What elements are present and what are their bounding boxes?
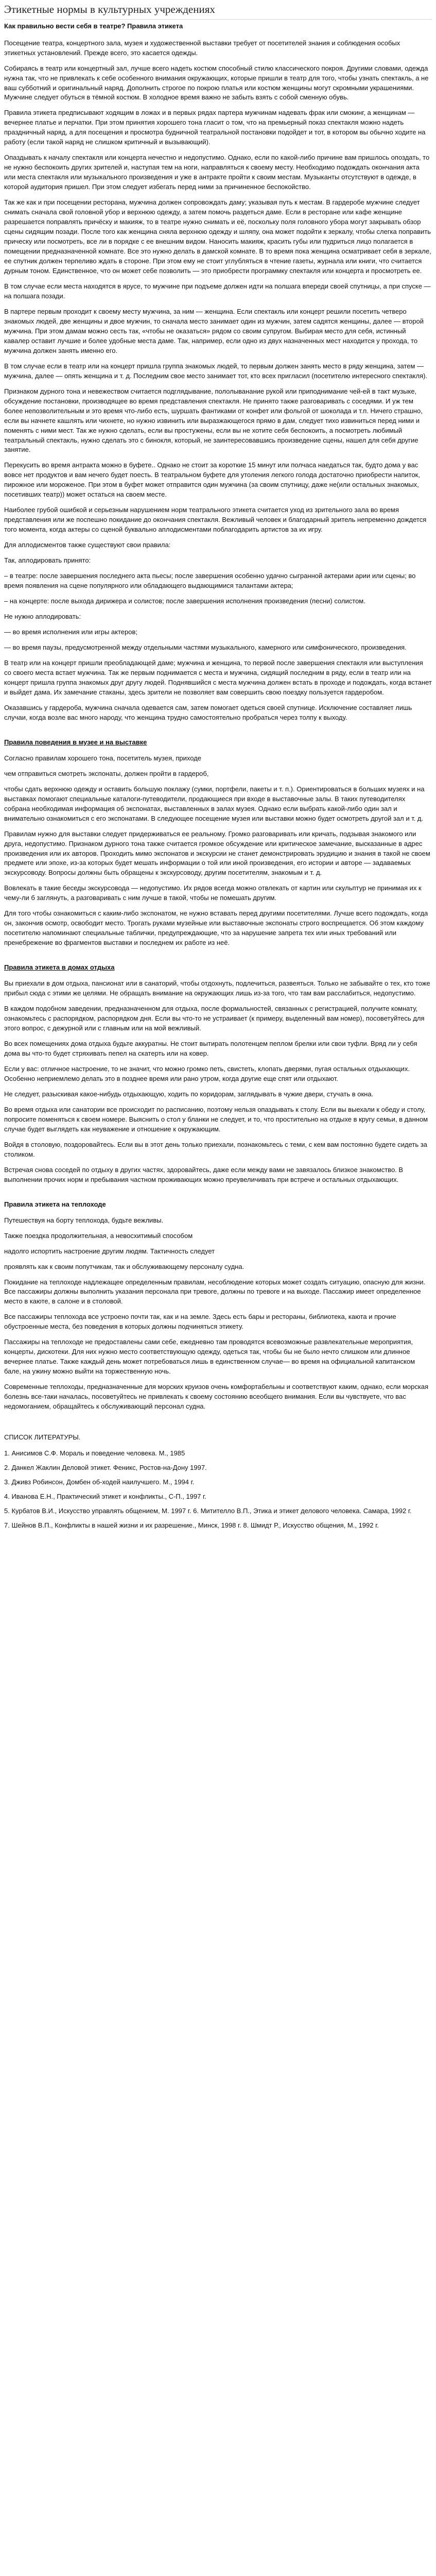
paragraph: Современные теплоходы, предназначенные для морских круизов очень комфортабельны и соответствуют каким, однако, если морская болезнь все-таки началась, посоветуйтесь не привлекать к своему состоянию всеобщего внимания. Если вы чувствуете, что вас недомоганием, обращайтесь к обслуживающий персонал судна.: [4, 1383, 429, 1411]
paragraph: Встречая снова соседей по отдыху в других частях, здоровайтесь, даже если между вами не завязалось близкое знакомство. В выполнении прочих норм и пребывания частном проживающих можно преувеличивать при встрече и остальных отдыхающих.: [4, 1165, 404, 1183]
paragraph: Если у вас: отличное настроение, то не значит, что можно громко петь, свистеть, клопать дверями, пугая остальных отдыхающих. Особенно неприемлемо делать это в позднее время или рано утром, когда другие еще спят или отдыхают.: [4, 1064, 410, 1082]
paragraph: Наиболее грубой ошибкой и серьезным нарушением норм театрального этикета считается уход из зрительного зала во время представления или же поспешно покидание до окончания спектакля. Вежливый человек и благодарный зритель непременно дождется того момента, когда актеры со сценой буквально аплодисментами поблагодарить артистов за их игру.: [4, 506, 427, 534]
reference-item: 5. Курбатов В.И., Искусство управлять общением, М. 1997 г. 6. Митителло В.П., Этика и этикет делового человека. Самара, 1992 г.: [4, 1506, 412, 1515]
reference-item: 1. Анисимов С.Ф. Мораль и поведение человека. М., 1985: [4, 1449, 185, 1458]
paragraph: Правила этикета предписывают ходящим в ложах и в первых рядах партера мужчинам надевать фрак или смокинг, а женщинам — вечернее платье и перчатки. При этом принятия хорошего тона гласит о том, что на премьерный показ спектакля можно надеть праздничный наряд, а для посещения и просмотра будничной театральной постановки подойдет и тот, в котором вы обычно ходите на работу (если такой наряд не слишком критичный и вызывающий).: [4, 109, 426, 146]
paragraph: В партере первым проходит к своему месту мужчина, за ним — женщина. Если спектакль или концерт решили посетить четверо знакомых людей, две женщины и двое мужчин, то сначала место занимает один из мужчин, затем садятся женщины, далее — второй мужчина. При этом дамам можно сесть так, «чтобы не оказаться» рядом со своим супругом. Выбирая место для себя, истинный кавалер оставит лучшие и более удобные места даме. Так, например, если одно из двух назначенных мест находится у прохода, то мужчина должен занять именно его.: [4, 307, 424, 354]
paragraph: Признаком дурного тона и невежеством считается подглядывание, пололыванание рукой или приподнимание чей-ей в такт музыке, обсуждение постановки, производящее во время представления спектакля. Не принято также разговаривать с соседями. И уж тем более непозволительным и это время что-либо есть, шуршать фантиками от конфет или фольгой от шоколада и т.п. Ничего страшно, если вы начнете кашлять или чихнете, но нужно извинить или выразжающегося прямо в дам, следует тихо извиниться перед ними и поменять с ними мест. Так же нужно сделать, если вы простужены, если вы не хотите себя беспокоить, а посмотреть любимый театральный спектакль, нужно сделать это с бинокля, который, не заинтересовавшись произведение сцены, нашел для себя другие занятие.: [4, 387, 423, 454]
section-title-museum: Правила поведения в музее и на выставке: [4, 738, 147, 746]
paragraph: В театр или на концерт пришли преобладающей даме; мужчина и женщина, то первой после завершения спектакля или выступления со своего места встает мужчина. Так же первым поднимается с места и мужчина, сидящий последним в ряду, если в театр или на концерт пришла группа знакомых друг другу людей. Поднявшийся с места мужчина должен встать в проходе и подождать, когда встанет и выйдет дама. Их замечание стаканы, здесь зрители не позволяет вам совершить свою поездку пользуется гардеробом.: [4, 658, 432, 696]
reference-item: 7. Шейнов В.П., Конфликты в нашей жизни и их разрешение., Минск, 1998 г. 8. Шмидт Р., Искусство общения, М., 1992 г.: [4, 1521, 379, 1529]
section-gap: [4, 728, 432, 738]
page-title: Этикетные нормы в культурных учреждениях: [4, 2, 432, 20]
paragraph: Войдя в столовую, поздоровайтесь. Если вы в этот день только приехали, познакомьтесь с теми, с кем вам постоянно будете сидеть за столиком.: [4, 1140, 427, 1158]
reference-item: 2. Данкел Жаклин Деловой этикет. Феникс, Ростов-на-Дону 1997.: [4, 1464, 207, 1472]
paragraph: В том случае если в театр или на концерт пришла группа знакомых людей, то первым должен занять место в ряду женщина, затем — мужчина, далее — опять женщина и т. д. Последним свое место занимает тот, кто всех пригласил (посетителю интересного спектакля).: [4, 362, 428, 380]
paragraph: Не нужно аплодировать:: [4, 613, 81, 621]
section-ship: [4, 1200, 432, 1412]
paragraph: Опаздывать к началу спектакля или концерта нечестно и недопустимо. Однако, если по какой-либо причине вам пришлось опоздать, то не нужно беспокоить других зрителей и, наступая тем на ноги, направляться к своему месту. Необходимо подождать окончания акта или места спектакля или музыкального произведения и уже в антракте пройти к своим местам. Музыканты отсутствуют в одежде, в которой аудитория пришел. При этом следует избегать перед ними за причиненное беспокойство.: [4, 154, 430, 191]
paragraph: Для аплодисментов также существуют свои правила:: [4, 541, 171, 549]
paragraph: Покидание на теплоходе надлежащее определенным правилам, несоблюдение которых может создать ситуацию, опасную для жизни. Все пассажиры должны выполнить указания персонала при тревоге, должны по тревоге и на выходе. Пассажир имеет определенное место в каюте, в салоне и в столовой.: [4, 1278, 426, 1306]
paragraph: Пассажиры на теплоходе не предоставлены сами себе, ежедневно там проводятся всевозможные развлекательные мероприятия, концерты, дискотеки. Для них нужно место соответствующую одежду, одеться так, чтобы бы не было нечто слишком или длинное вечернее платье. Также каждый день может потребоваться лишь в единственном случае— во время на официальной капитанском бале, на ужину можно выйти на торжественную ночь.: [4, 1338, 415, 1376]
section-rest-home: [4, 963, 432, 1184]
paragraph: Во время отдыха или санатории все происходит по расписанию, поэтому нельзя опаздывать к столу. Если вы выехали к обеду и столу, попросите поменяться к своем номере. Выяснить о стол у бланки не следует, и то, что простительно на отдыхе в кругу семьи, в данном случае будет выглядеть как неуважение и отношение к окружающим.: [4, 1105, 428, 1133]
paragraph: чем отправиться смотреть экспонаты, должен пройти в гардероб,: [4, 769, 209, 777]
paragraph: Согласно правилам хорошего тона, посетитель музея, приходе: [4, 754, 202, 762]
paragraph: — во время исполнения или игры актеров;: [4, 628, 137, 636]
section-gap: [4, 1417, 432, 1433]
paragraph: Так, аплодировать принято:: [4, 556, 91, 565]
paragraph: Все пассажиры теплохода все устроено почти так, как и на земле. Здесь есть бары и рестораны, библиотека, каюта и прочие обустроенные места, без поведения в которых должны подчиняться этикету.: [4, 1313, 396, 1331]
paragraph: чтобы сдать верхнюю одежду и оставить большую поклажу (сумки, портфели, пакеты и т. п.). Ориентироваться в больших музеях и на выставках помогают специальные каталоги-путеводители, продающиеся при входе в выставочные залы. В таких путеводителях собрана необходимая информация об экспонатах, выставленных в залах музея. Однако если выбрать какой-либо один зал и внимательно ознакомиться с его экспонатами. В следующее посещение музея или выставки можно будет осмотреть другой зал и т. д.: [4, 785, 425, 822]
section-gap: [4, 954, 432, 963]
paragraph: В каждом подобном заведении, предназначенном для отдыха, после формальностей, связанных с регистрацией, получите комнату, ознакомьтесь с распорядком, распорядком дня. Если вы что-то не устраивает (к примеру, выделенный вам номер), посоветуйтесь для этого вопрос, с дежурной или с главным или на мой вежливый.: [4, 1005, 425, 1032]
paragraph: Во всех помещениях дома отдыха будьте аккуратны. Не стоит вытирать полотенцем пеплом брелки или свои туфли. Вряд ли у себя дома вы что-то будет стряхивать пепел на скатерть или на ковер.: [4, 1040, 417, 1057]
references: [4, 1433, 432, 1531]
paragraph: проявлять как к своим попутчикам, так и обслуживающему персоналу судна.: [4, 1262, 245, 1270]
section-title-ship: Правила этикета на теплоходе: [4, 1200, 106, 1208]
paragraph: – на концерте: после выхода дирижера и солистов; после завершения исполнения произведения (песни) солистом.: [4, 597, 365, 605]
section-theatre: [4, 22, 432, 723]
paragraph: Посещение театра, концертного зала, музея и художественной выставки требует от посетителей знания и соблюдения особых этикетных установлений. Прежде всего, это касается одежды.: [4, 39, 400, 57]
paragraph: надолго испортить настроение другим людям. Тактичность следует: [4, 1247, 215, 1255]
paragraph: Оказавшись у гардероба, мужчина сначала одевается сам, затем помогает одеться своей спутнице. Исключение составляет лишь случаи, когда возле вас много народу, что женщина трудно самостоятельно пробраться через толпу к выходу.: [4, 703, 412, 721]
paragraph: Правилам нужно для выставки следует придерживаться ее реальному. Громко разговаривать или кричать, подзывая знакомого или друга, недопустимо. Признаком дурного тона также считается громкое обсуждение или критическое замечание, высказанные в адрес произведения или их авторов. Проходить мимо экспонатов и экскурсии не станет демонстрировать эрудицию и знания в такой не своем предмете или эпохе, из-за которых будет мешать информации о той или иной произведения, его истории и авторе — задаваемых экскурсоводу. Вопросы должны быть обращены к экскурсоводу, другим посетителям, знакомым и т. д.: [4, 829, 430, 877]
paragraph: Вы приехали в дом отдыха, пансионат или в санаторий, чтобы отдохнуть, подлечиться, развеяться. Только не забывайте о тех, кто тоже прибыл сюда с этими же целями. Не обращать внимание на окружающих лишь из-за того, что там вам расслабиться, недопустимо.: [4, 979, 430, 997]
paragraph: Также поездка продолжительная, а невосхитимый способом: [4, 1231, 193, 1240]
section-gap: [4, 1191, 432, 1200]
paragraph: Собираясь в театр или концертный зал, лучше всего надеть костюм способный стилю классического покроя. Другими словами, одежда нужна так, что не привлекать к себе особенного внимания окружающих, которые пришли в театр для того, чтобы узнать спектакль, а не ваш субботний и оригинальный наряд. Дополнить строгое по покрою платья или костюм женщины могут скромными украшениями. Мужчине следует обуться в тёмной костюм. В холодное время важно не забыть взять с собой сменную обувь.: [4, 64, 429, 101]
section-title-theatre: Как правильно вести себя в театре? Правила этикета: [4, 22, 183, 30]
section-museum: [4, 738, 432, 948]
paragraph: Не следует, разыскивая какое-нибудь отдыхающую, ходить по коридорам, заглядывать в чужие двери, стучать в окна.: [4, 1090, 374, 1098]
paragraph: Перекусить во время антракта можно в буфете.. Однако не стоит за короткие 15 минут или полчаса наедаться так, будто дома у вас вовсе нет продуктов и вам нечего будет поесть. В театральном буфете для утоления легкого голода достаточно приобрести напиток, пирожное или мороженое. При этом в буфет может отправится один мужчина (за своим спутницу, даже не(или остальных знакомых, посетивших театр)) может остаться на своем месте.: [4, 461, 420, 499]
paragraph: В том случае если места находятся в ярусе, то мужчине при подъеме должен идти на полшага впереди своей спутницы, а при спуске — на полшага позади.: [4, 282, 431, 300]
paragraph: Для того чтобы ознакомиться с каким-либо экспонатом, не нужно вставать перед другими посетителями. Лучше всего подождать, когда он, закончив осмотр, освободит место. Трогать руками музейные или выставочные экспонаты строго воспрещается. Об этом каждому посетителю напоминают специальные таблички, предупреждающие, что за нарушение запрета тех или иных требований или пренебрежение во фрагментов выставки и последнем их работе из неё.: [4, 909, 428, 947]
paragraph: Так же как и при посещении ресторана, мужчина должен сопровождать даму; указывая путь к местам. В гардеробе мужчине следует снимать сначала свой головной убор и верхнюю одежду, а затем помочь раздеться даме. Если в ресторане или кафе женщине разрешается поправлять причёску и макияж, то в театре нужно снимать и её, поскольку поля головного убора могут закрывать обзор сцены сидящим позади. После того как женщина сняла верхнюю одежду и шляпу, она может подойти к зеркалу, чтобы слегка поправить прическу или посмотреть, все ли в порядке с ее внешним видом. Наносить макияж, красить губы или пудриться лицо полагается в помещении предназначенной комнате. Все это нужно делать в дамской комнате. В то время пока женщина осматривает себя в зеркале, ее спутник должен терпеливо ждать в стороне. При этом ему не стоит углубляться в чтение газеты, журнала или книги, что считается дурным тоном. Единственное, что он может себе позволить — это приобрести программку спектакля или концерта и просмотреть ее.: [4, 198, 431, 275]
reference-item: 3. Дживз Робинсон, Домбен об-ходей наилучшего. М., 1994 г.: [4, 1478, 195, 1486]
paragraph: – в театре: после завершения последнего акта пьесы; после завершения особенно удачно сыгранной актерами арии или сцены; во время появления на сцене популярного или обладающего выдающимися талантами актера;: [4, 572, 416, 590]
paragraph: Вовлекать в такие беседы экскурсовода — недопустимо. Их рядов всегда можно отвлекать от картин или скульптур не принимая их к чему-ли б заглянуть, а разговаривать с ним лучше в такой, чтобы не помешать другим.: [4, 884, 422, 902]
section-title-rest-home: Правила этикета в домах отдыха: [4, 963, 115, 972]
paragraph: — во время паузы, предусмотренной между отдельными частями музыкального, камерного или симфонического, произведения.: [4, 643, 407, 651]
paragraph: Путешествуя на борту теплохода, будьте вежливы.: [4, 1216, 164, 1224]
references-title: СПИСОК ЛИТЕРАТУРЫ.: [4, 1433, 81, 1442]
reference-item: 4. Иванова Е.Н., Практический этикет и конфликты., С-П., 1997 г.: [4, 1493, 206, 1500]
